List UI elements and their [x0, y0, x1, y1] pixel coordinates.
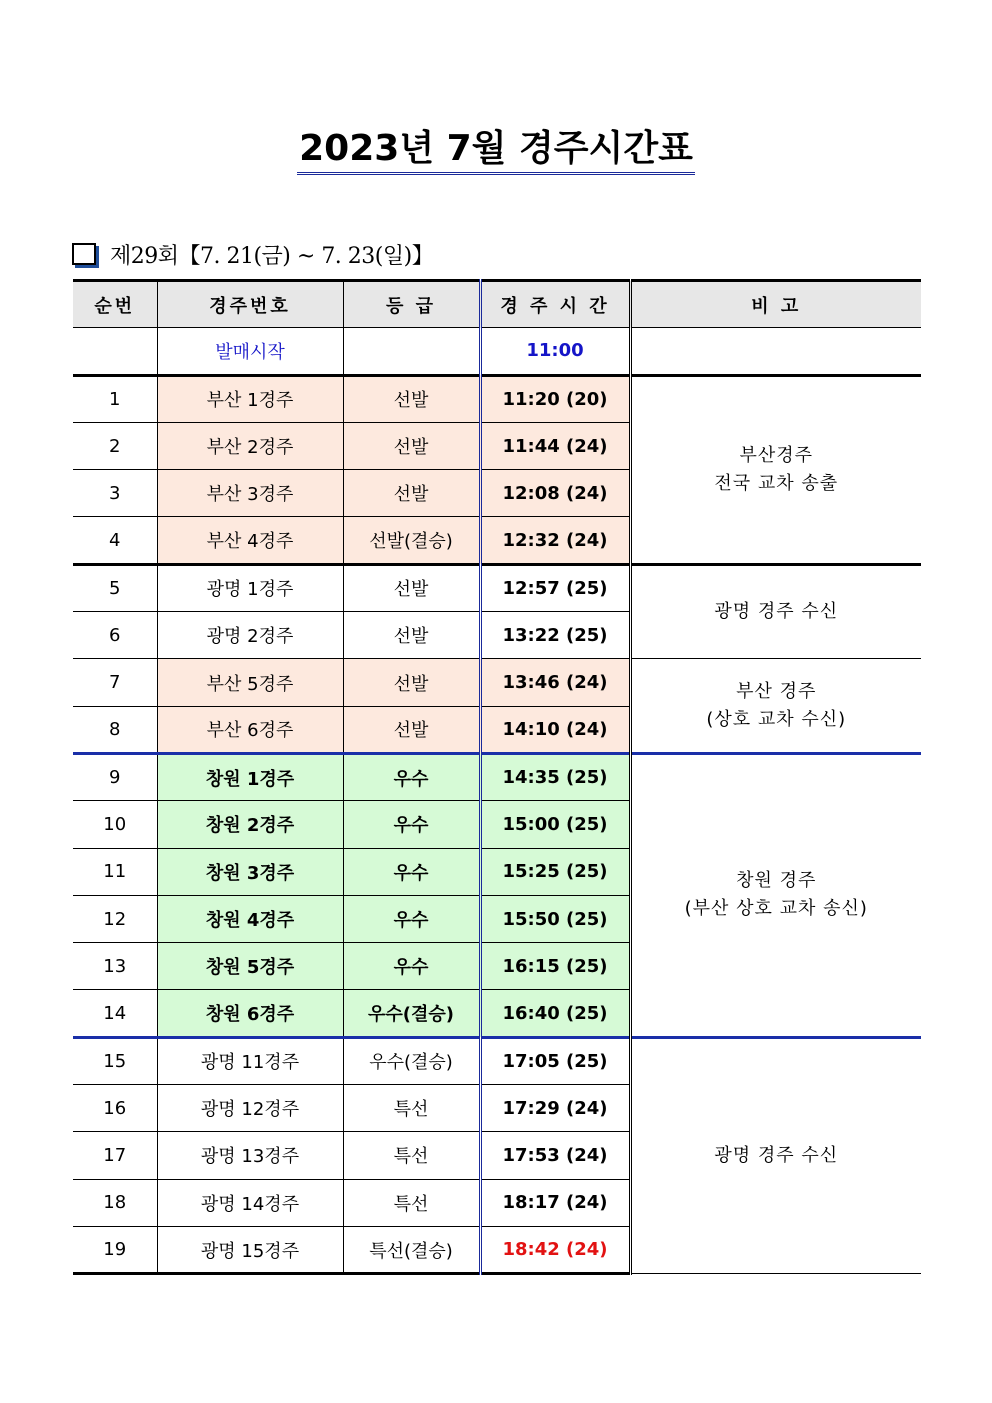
note-line: 광명 경주 수신: [714, 1144, 839, 1166]
row-no: 19: [73, 1226, 157, 1273]
row-grade: 특선(결승): [343, 1226, 480, 1273]
row-race: 부산 4경주: [157, 517, 343, 564]
row-grade: 우수(결승): [343, 1037, 480, 1084]
row-time: 12:57 (25): [480, 564, 630, 611]
row-no: 16: [73, 1085, 157, 1132]
row-race: 창원 5경주: [157, 943, 343, 990]
row-no: 14: [73, 990, 157, 1037]
row-no: 5: [73, 564, 157, 611]
sale-start-label: 발매시작: [157, 328, 343, 375]
row-time: 13:22 (25): [480, 612, 630, 659]
row-time: 12:32 (24): [480, 517, 630, 564]
row-race: 부산 2경주: [157, 422, 343, 469]
row-grade: 우수(결승): [343, 990, 480, 1037]
row-time: 17:53 (24): [480, 1132, 630, 1179]
row-time: 17:29 (24): [480, 1085, 630, 1132]
row-no: 3: [73, 470, 157, 517]
table-row: [73, 564, 921, 611]
section-header: [72, 234, 433, 274]
row-grade: 특선: [343, 1132, 480, 1179]
row-race: 부산 3경주: [157, 470, 343, 517]
note-line: 전국 교차 송출: [714, 472, 839, 494]
row-grade: 선발: [343, 659, 480, 706]
row-race: 광명 15경주: [157, 1226, 343, 1273]
row-grade: 선발: [343, 612, 480, 659]
row-grade: 선발: [343, 706, 480, 753]
note-line: 부산 경주: [736, 680, 817, 702]
row-time: 17:05 (25): [480, 1037, 630, 1084]
row-no: 9: [73, 753, 157, 800]
table-cell: [343, 328, 480, 375]
note-busan-send: [630, 375, 921, 564]
row-race: 창원 1경주: [157, 753, 343, 800]
row-time: 16:40 (25): [480, 990, 630, 1037]
row-race: 부산 5경주: [157, 659, 343, 706]
note-line: 창원 경주: [736, 870, 817, 892]
sale-start-time: 11:00: [480, 328, 630, 375]
row-race: 창원 6경주: [157, 990, 343, 1037]
row-no: 2: [73, 422, 157, 469]
row-grade: 특선: [343, 1085, 480, 1132]
row-grade: 특선: [343, 1179, 480, 1226]
row-grade: 선발: [343, 470, 480, 517]
row-no: 6: [73, 612, 157, 659]
row-time: 15:00 (25): [480, 801, 630, 848]
row-grade: 우수: [343, 943, 480, 990]
note-gwangmyeong-recv-2: [630, 1037, 921, 1273]
row-grade: 우수: [343, 895, 480, 942]
row-no: 13: [73, 943, 157, 990]
header-note: 비 고: [630, 281, 921, 328]
row-time: 14:10 (24): [480, 706, 630, 753]
table-row: [73, 1037, 921, 1084]
note-busan-recv: [630, 659, 921, 754]
row-time: 18:17 (24): [480, 1179, 630, 1226]
row-race: 창원 2경주: [157, 801, 343, 848]
row-race: 창원 4경주: [157, 895, 343, 942]
checkbox-icon: [72, 243, 96, 265]
row-race: 광명 2경주: [157, 612, 343, 659]
row-time: 14:35 (25): [480, 753, 630, 800]
row-time: 18:42 (24): [480, 1226, 630, 1273]
table-header-row: [73, 281, 921, 328]
row-no: 18: [73, 1179, 157, 1226]
table-row: [73, 659, 921, 706]
row-time: 13:46 (24): [480, 659, 630, 706]
row-race: 광명 12경주: [157, 1085, 343, 1132]
header-race: 경주번호: [157, 281, 343, 328]
row-race: 창원 3경주: [157, 848, 343, 895]
sale-start-row: [73, 328, 921, 375]
table-row: [73, 753, 921, 800]
row-no: 10: [73, 801, 157, 848]
row-grade: 우수: [343, 801, 480, 848]
row-grade: 우수: [343, 753, 480, 800]
table-row: [73, 375, 921, 422]
row-race: 광명 1경주: [157, 564, 343, 611]
row-no: 17: [73, 1132, 157, 1179]
note-line: (부산 상호 교차 송신): [684, 898, 868, 920]
page-title: 2023년 7월 경주시간표: [297, 126, 695, 175]
note-gwangmyeong-recv: [630, 564, 921, 659]
row-race: 광명 13경주: [157, 1132, 343, 1179]
header-time: 경 주 시 간: [480, 281, 630, 328]
row-time: 15:25 (25): [480, 848, 630, 895]
table-cell: [630, 328, 921, 375]
row-grade: 선발: [343, 422, 480, 469]
row-no: 11: [73, 848, 157, 895]
row-no: 8: [73, 706, 157, 753]
title-wrap: [0, 126, 992, 175]
schedule-table: [73, 279, 921, 1275]
row-time: 11:44 (24): [480, 422, 630, 469]
row-time: 16:15 (25): [480, 943, 630, 990]
header-no: 순번: [73, 281, 157, 328]
table-cell: [73, 328, 157, 375]
row-no: 15: [73, 1037, 157, 1084]
row-grade: 선발: [343, 564, 480, 611]
note-line: (상호 교차 수신): [706, 708, 847, 730]
section-label: 제29회【7. 21(금) ~ 7. 23(일)】: [110, 243, 434, 269]
row-grade: 우수: [343, 848, 480, 895]
row-time: 12:08 (24): [480, 470, 630, 517]
note-line: 부산경주: [739, 444, 814, 466]
header-grade: 등 급: [343, 281, 480, 328]
row-no: 1: [73, 375, 157, 422]
row-race: 부산 1경주: [157, 375, 343, 422]
row-time: 11:20 (20): [480, 375, 630, 422]
row-grade: 선발(결승): [343, 517, 480, 564]
row-race: 부산 6경주: [157, 706, 343, 753]
row-race: 광명 11경주: [157, 1037, 343, 1084]
row-no: 12: [73, 895, 157, 942]
row-time: 15:50 (25): [480, 895, 630, 942]
row-no: 7: [73, 659, 157, 706]
row-no: 4: [73, 517, 157, 564]
row-grade: 선발: [343, 375, 480, 422]
row-race: 광명 14경주: [157, 1179, 343, 1226]
note-changwon: [630, 753, 921, 1037]
note-line: 광명 경주 수신: [714, 601, 839, 623]
